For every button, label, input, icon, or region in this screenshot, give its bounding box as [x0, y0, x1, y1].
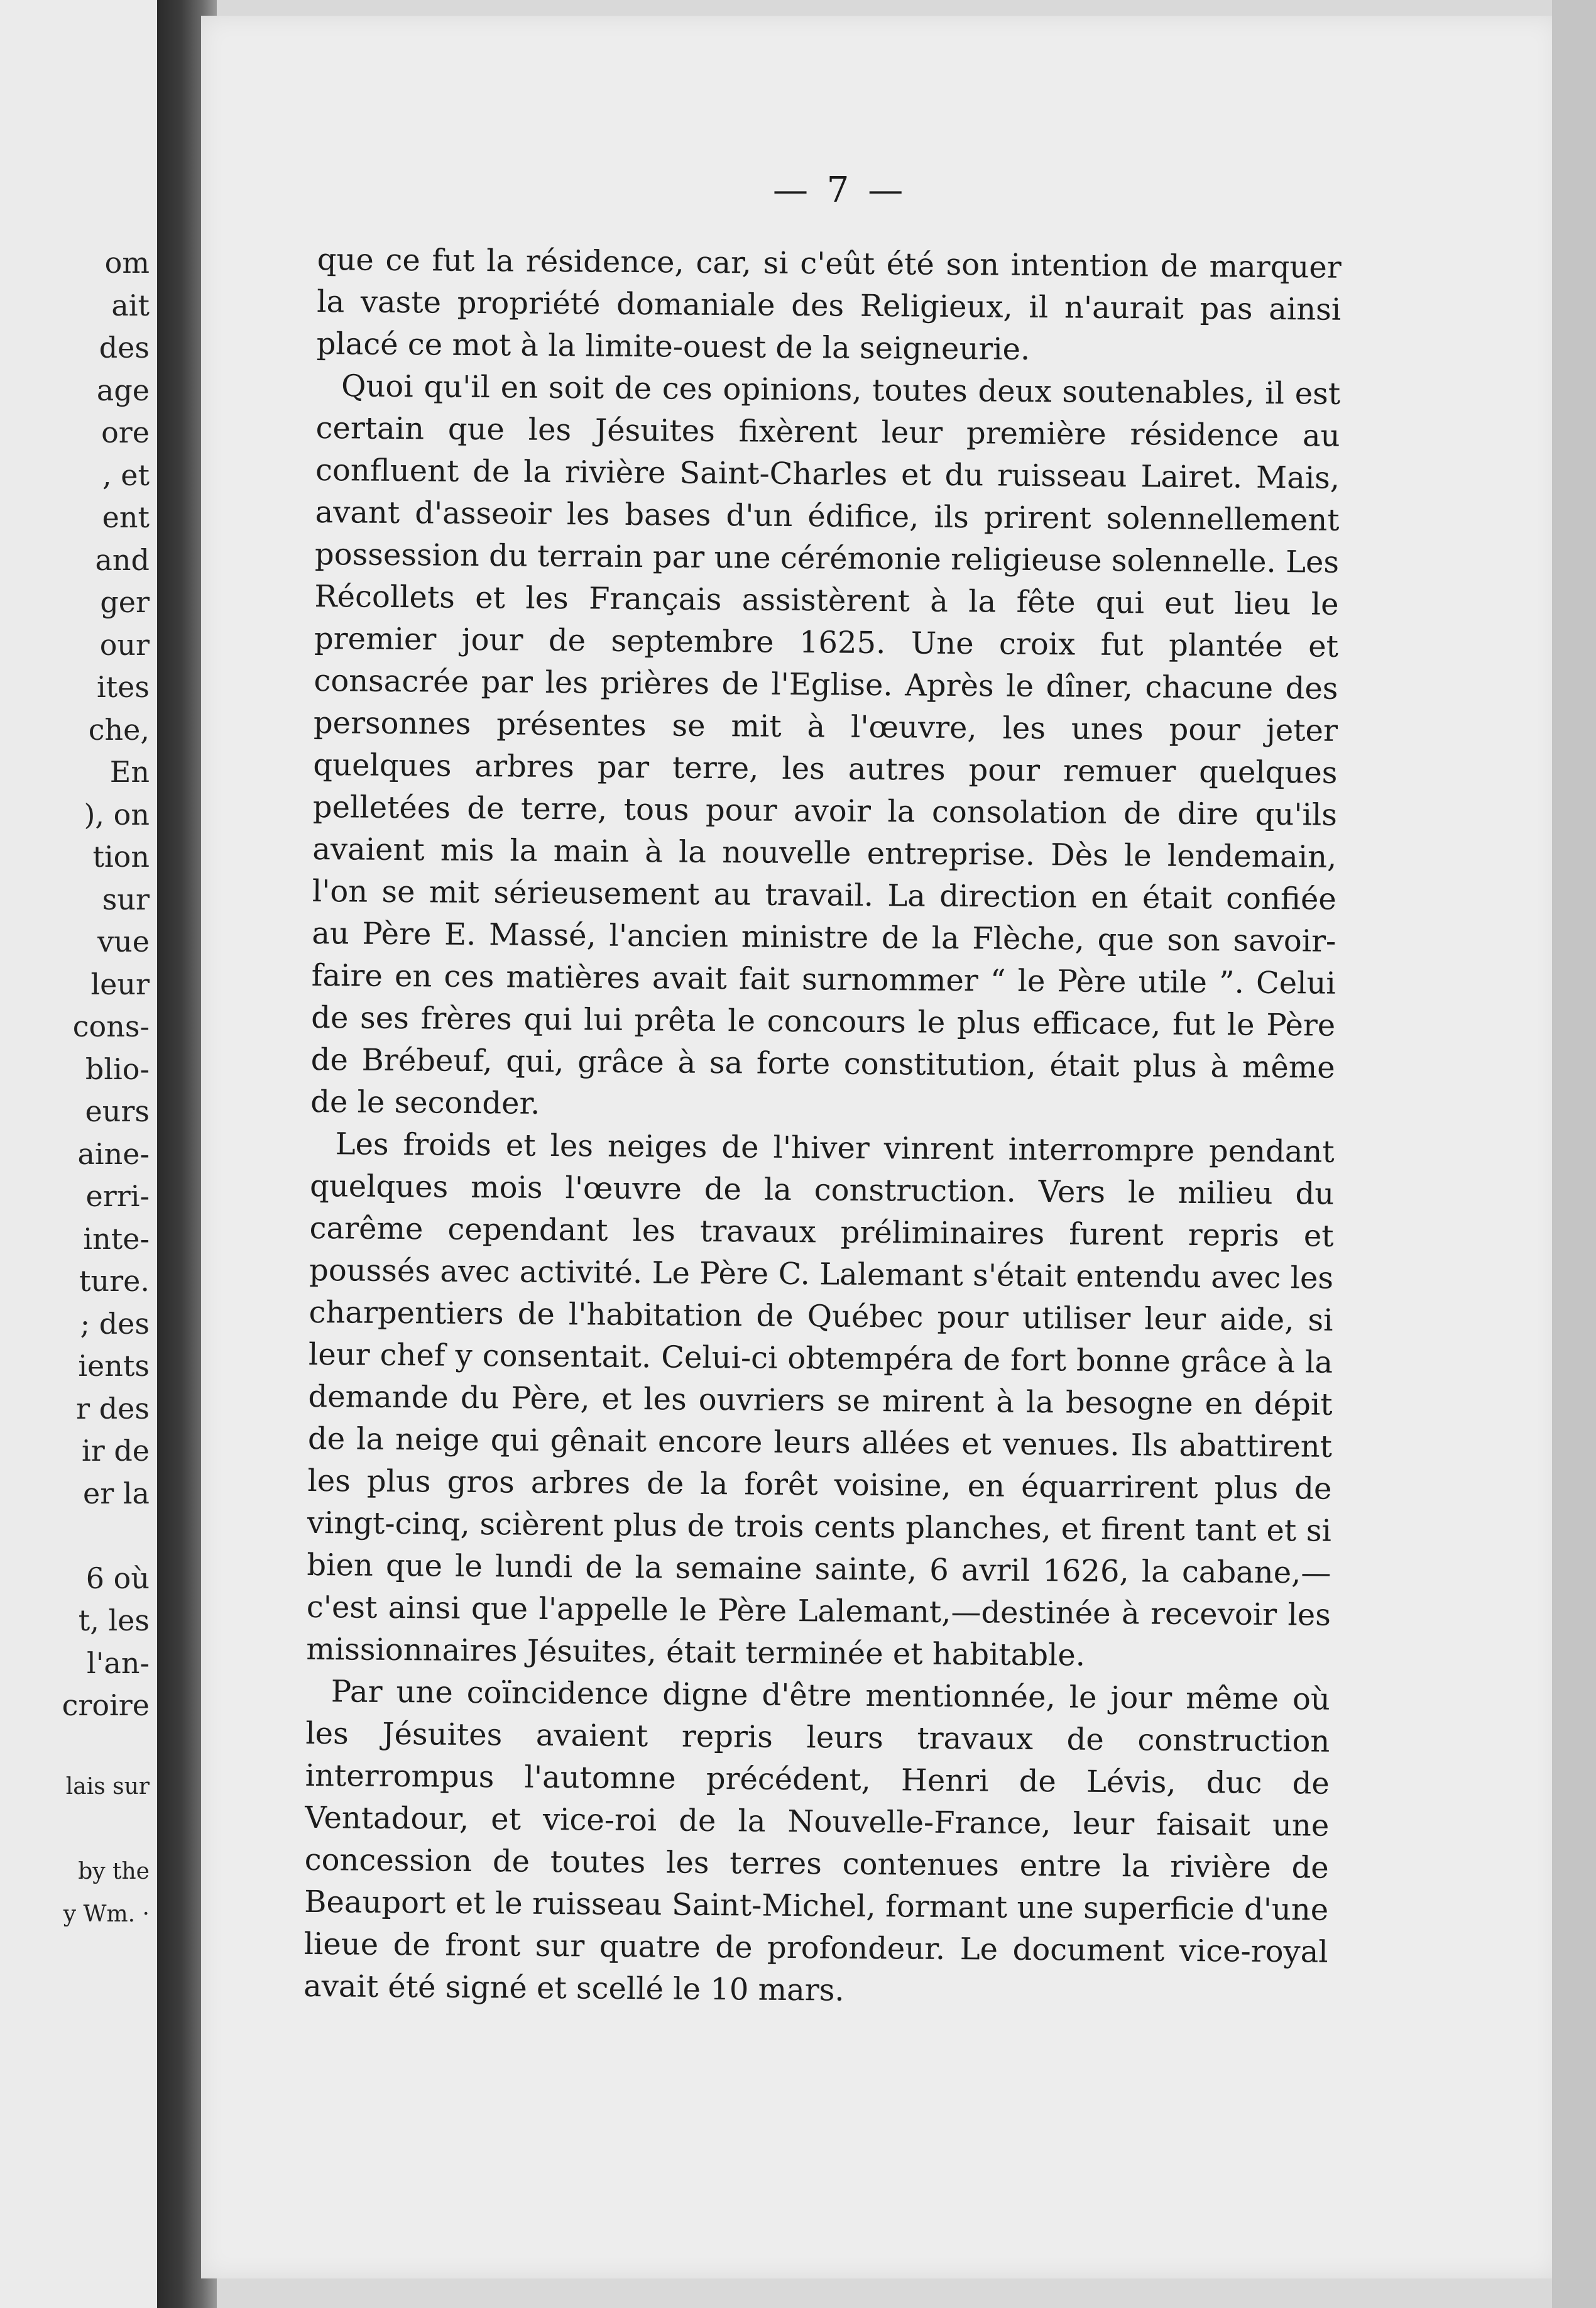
paragraph-2: Quoi qu'il en soit de ces opinions, toutes deux soutenables, il est certain que les Jésuites fixèrent leur première résidence au confluent de la rivière Saint-Charles et du ruisseau Lairet. Mais, avant d'asseoir les bases d'un édifice, ils prirent solennellement possession du terrain par une cérémonie religieuse solennelle. Les Récollets et les Français assistèrent à la fête qui eut lieu le premier jour de septembre 1625. Une croix fut plantée et consacrée par les prières de l'Eglise. Après le dîner, chacune des personnes présentes se mit à l'œuvre, les unes pour jeter quelques arbres par terre, les autres pour remuer quelques pelletées de terre, tous pour avoir la consolation de dire qu'ils avaient mis la main à la nouvelle entreprise. Dès le lendemain, l'on se mit sérieusement au travail. La direction en était confiée au Père E. Massé, l'ancien ministre de la Flèche, que son savoir-faire en ces matières avait fait surnommer “ le Père utile ”. Celui de ses frères qui lui prêta le concours le plus efficace, fut le Père de Brébeuf, qui, grâce à sa forte constitution, était plus à même de le seconder.	[310, 368, 1341, 1121]
left-page-fragment: ore	[101, 415, 150, 449]
left-page-fragment: y Wm. ·	[63, 1901, 150, 1927]
left-page-fragment: ir de	[82, 1434, 150, 1468]
left-page-fragment: our	[99, 627, 150, 662]
left-page-fragment: sur	[102, 882, 150, 916]
left-page-fragment: ger	[100, 585, 150, 619]
left-page-fragment: by the	[78, 1859, 150, 1884]
left-page-fragment: croire	[62, 1688, 150, 1722]
left-page-fragment: En	[109, 755, 150, 789]
left-page-fragment: leur	[90, 967, 150, 1001]
left-page-fragment: vue	[97, 925, 150, 959]
left-page-fragment: lais sur	[65, 1774, 150, 1800]
paragraph-3: Les froids et les neiges de l'hiver vinrent interrompre pendant quelques mois l'œuvre de la construction. Vers le milieu du carême cependant les travaux préliminaires furent repris et poussés avec activité. Le Père C. Lalemant s'était entendu avec les charpentiers de l'habitation de Québec pour utiliser leur aide, si leur chef y consentait. Celui-ci obtempéra de fort bonne grâce à la demande du Père, et les ouvriers se mirent à la besogne en dépit de la neige qui gênait encore leurs allées et venues. Ils abattirent les plus gros arbres de la forêt voisine, en équarrirent plus de vingt-cinq, scièrent plus de trois cents planches, et firent tant et si bien que le lundi de la semaine sainte, 6 avril 1626, la cabane,—c'est ainsi que l'appelle le Père Lalemant,—destinée à recevoir les missionnaires Jésuites, était terminée et habitable.	[306, 1126, 1335, 1673]
paragraph-1: que ce fut la résidence, car, si c'eût été son intention de marquer la vaste propriété domaniale des Religieux, il n'aurait pas ainsi placé ce mot à la limite-ouest de la seigneurie.	[316, 241, 1342, 367]
left-page-fragment: om	[104, 246, 150, 280]
left-page-fragment: cons-	[72, 1009, 150, 1043]
page-number: — 7 —	[773, 170, 907, 211]
paragraph-4: Par une coïncidence digne d'être mentionnée, le jour même où les Jésuites avaient repris leurs travaux de construction interrompus l'automne précédent, Henri de Lévis, duc de Ventadour, et vice-roi de la Nouvelle-France, leur faisait une concession de toutes les terres contenues entre la rivière de Beauport et le ruisseau Saint-Michel, formant une superficie d'une lieue de front sur quatre de profondeur. Le document vice-royal avait été signé et scellé le 10 mars.	[303, 1674, 1331, 2008]
left-page-fragment: eurs	[85, 1094, 150, 1128]
left-page-fragment: ture.	[79, 1264, 150, 1298]
left-page-fragment: che,	[88, 712, 150, 747]
left-page-fragment: age	[96, 373, 150, 407]
left-page-fragment: ), on	[84, 797, 150, 832]
left-page-fragment: ; des	[80, 1306, 150, 1341]
page-body	[303, 239, 1342, 2016]
left-page-fragment: , et	[102, 458, 150, 492]
left-page-fragment: 6 où	[85, 1561, 150, 1595]
left-page-fragment: ites	[96, 670, 150, 704]
left-page-fragment: aine-	[77, 1136, 150, 1171]
left-page-fragment: ait	[111, 288, 150, 322]
left-page-fragment: blio-	[85, 1052, 150, 1086]
left-page-fragment: des	[99, 331, 150, 365]
left-page-fragment: inte-	[83, 1221, 150, 1256]
page-edge	[1552, 0, 1596, 2308]
left-page-fragment: ent	[102, 500, 150, 534]
facing-page-left	[0, 0, 157, 2308]
left-page-fragment: l'an-	[87, 1646, 150, 1680]
left-page-fragment: t, les	[78, 1603, 150, 1637]
left-page-fragment: r des	[76, 1391, 150, 1426]
left-page-fragment: tion	[92, 840, 150, 874]
left-page-fragment: er la	[83, 1476, 150, 1510]
left-page-fragment: and	[95, 542, 150, 577]
left-page-fragment: ients	[78, 1349, 150, 1383]
left-page-fragment: erri-	[85, 1179, 150, 1213]
